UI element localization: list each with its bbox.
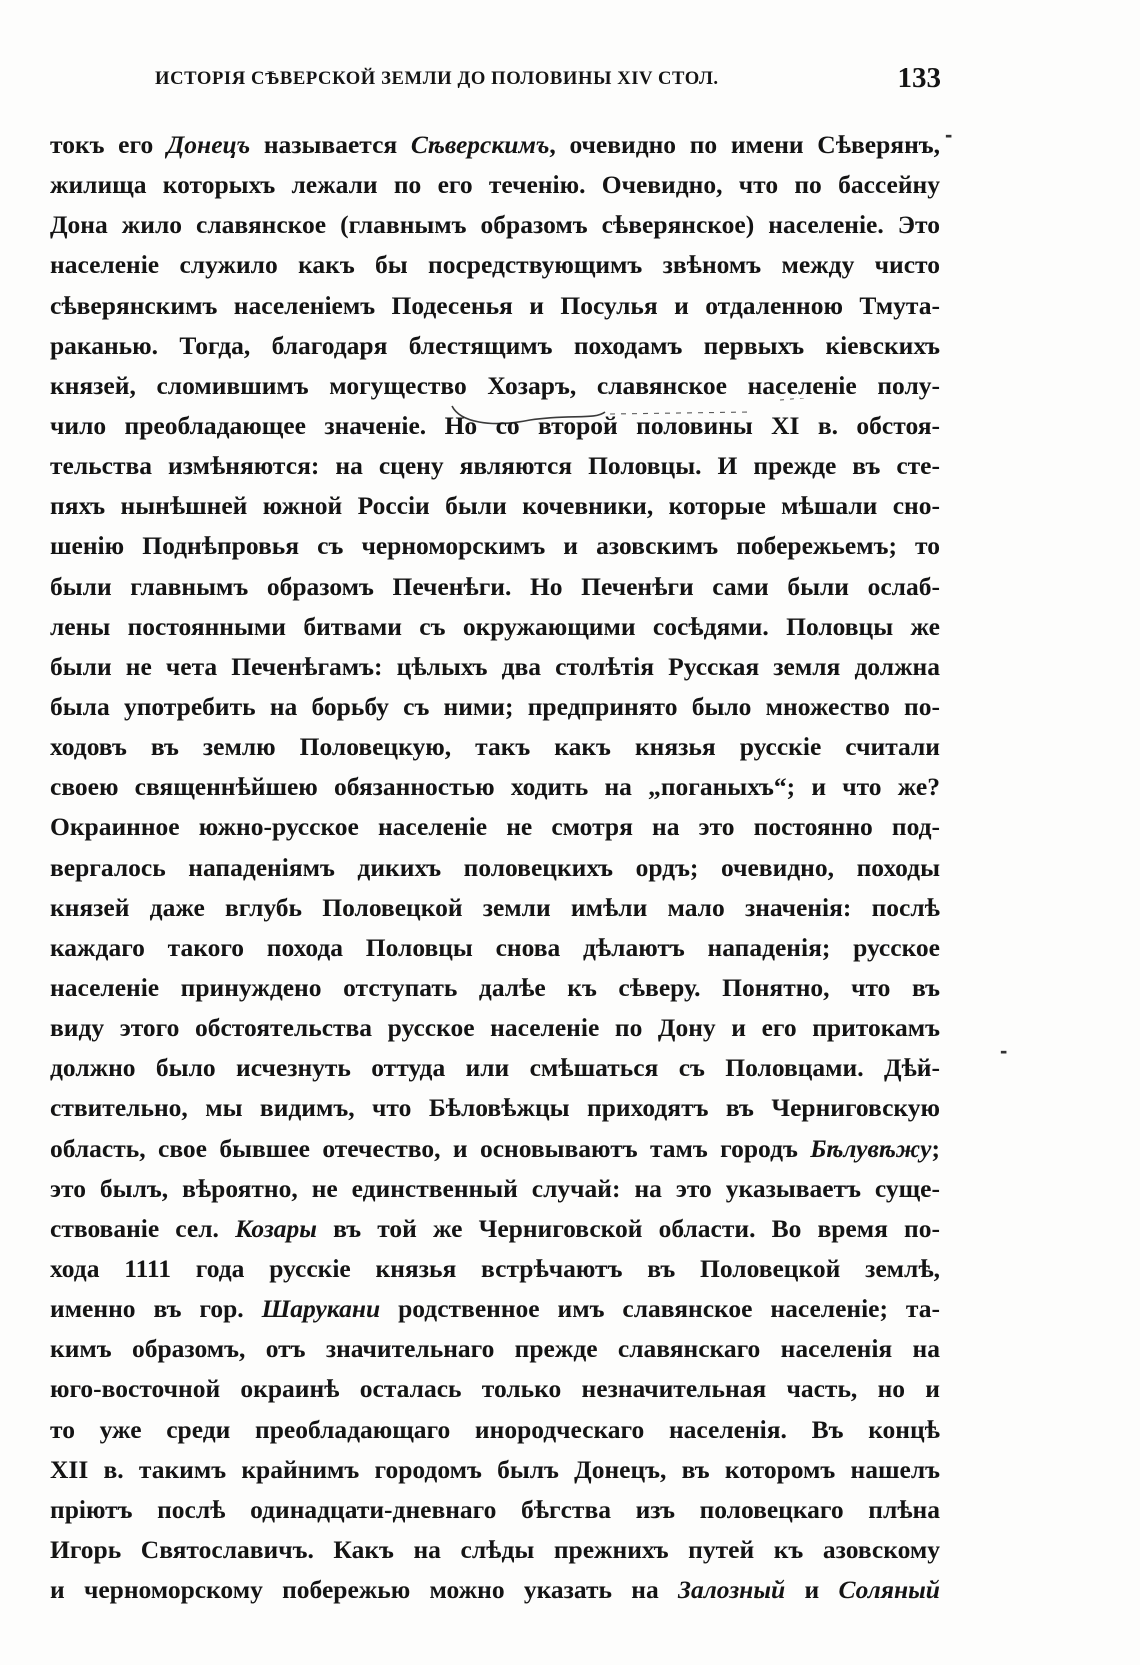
text-run: токъ его [50,130,167,159]
text-line [50,1369,940,1409]
text-run: была употребить на борьбу съ ними; предпринято было множество по- [50,691,940,721]
text-line [50,165,940,205]
text-line [50,687,940,727]
text-run: ствованіе сел. [50,1213,236,1243]
page-number: 133 [897,62,941,94]
text-line [50,767,940,807]
text-line [50,1329,940,1369]
text-run: именно въ гор. [50,1294,262,1324]
text-line [50,526,940,566]
text-run: вергалось нападеніямъ дикихъ половецкихъ ордъ; очевидно, походы [50,852,940,882]
text-line [50,1209,940,1249]
text-line [50,1289,940,1329]
text-line [50,888,940,928]
text-line [50,647,940,687]
body-text [50,125,940,1610]
text-run: называется [250,130,411,159]
margin-mark: - [945,122,953,147]
text-run: должно было исчезнуть оттуда или смѣшаться съ Половцами. Дѣй- [50,1053,940,1083]
italic-term: Сѣверскимъ [410,130,550,159]
text-line [50,727,940,767]
italic-term: Залозный [677,1575,786,1605]
text-line [50,486,940,526]
text-run: область, свое бывшее отечество, и основываютъ тамъ городъ [50,1133,811,1163]
text-line [50,1129,940,1169]
text-run: кимъ образомъ, отъ значительнаго прежде славянскаго населенія на [50,1334,940,1364]
text-line [50,366,940,406]
text-line [50,1008,940,1048]
text-run: ходовъ въ землю Половецкую, такъ какъ князья русскіе считали [50,732,940,762]
text-line [50,446,940,486]
text-run: , очевидно по имени Сѣверянъ, [549,130,940,159]
text-line [50,968,940,1008]
text-line [50,567,940,607]
text-line [50,1570,940,1610]
text-line [50,406,940,446]
text-line [50,205,940,245]
text-run: тельства измѣняются: на сцену являются Половцы. И прежде въ сте- [50,451,940,481]
text-line [50,245,940,285]
text-run: ; [931,1133,940,1163]
running-title: ИСТОРІЯ СѢВЕРСКОЙ ЗЕМЛИ ДО ПОЛОВИНЫ XIV СТОЛ. [155,68,719,89]
text-run: пріютъ послѣ одинадцати-дневнаго бѣгства изъ половецкаго плѣна [50,1494,940,1524]
text-line [50,928,940,968]
text-run: шенію Поднѣпровья съ черноморскимъ и азовскимъ побережьемъ; то [50,531,940,561]
text-run: въ той же Черниговской области. Во время по- [316,1213,940,1243]
text-run: князей даже вглубь Половецкой земли имѣли мало значенія: послѣ [50,892,940,922]
text-run: это былъ, вѣроятно, не единственный случай: на это указываетъ суще- [50,1173,940,1203]
text-run: и [785,1575,839,1605]
text-line [50,1530,940,1570]
text-run: Игорь Святославичъ. Какъ на слѣды прежнихъ путей къ азовскому [50,1534,940,1564]
text-run: юго-восточной окраинѣ осталась только незначительная часть, но и [50,1374,940,1404]
running-head [155,62,941,98]
italic-term: Бѣлувѣжу [810,1133,932,1163]
text-run: были главнымъ образомъ Печенѣги. Но Печенѣги сами были ослаб- [50,571,940,601]
text-line [50,1490,940,1530]
text-run: XII в. такимъ крайнимъ городомъ былъ Донецъ, въ которомъ нашелъ [50,1454,940,1484]
text-line [50,1450,940,1490]
text-run: чило преобладающее значеніе. Но со второй половины XI в. обстоя- [50,410,940,440]
text-run: Окраинное южно-русское населеніе не смотря на это постоянно под- [50,812,940,842]
text-line [50,1088,940,1128]
italic-term: Шарукани [261,1294,381,1324]
text-line [50,1410,940,1450]
text-line [50,807,940,847]
text-run: хода 1111 года русскіе князья встрѣчаютъ въ Половецкой землѣ, [50,1253,940,1283]
text-line [50,1048,940,1088]
text-run: сѣверянскимъ населеніемъ Подесенья и Посулья и отдаленною Тмута- [50,290,940,320]
text-run: Дона жило славянское (главнымъ образомъ сѣверянское) населеніе. Это [50,210,940,240]
text-run: князей, сломившимъ могущество Хозаръ, славянское населеніе полу- [50,370,940,400]
text-run: жилища которыхъ лежали по его теченію. Очевидно, что по бассейну [50,170,940,200]
text-line [50,848,940,888]
text-run: виду этого обстоятельства русское населеніе по Дону и его притокамъ [50,1013,940,1043]
text-run: населеніе принуждено отступать далѣе къ сѣверу. Понятно, что въ [50,972,940,1002]
text-run: и черноморскому побережью можно указать на [50,1575,678,1605]
text-run: лены постоянными битвами съ окружающими сосѣдями. Половцы же [50,611,940,641]
margin-mark: - [1000,1038,1008,1063]
text-line [50,1169,940,1209]
text-run: ствительно, мы видимъ, что Бѣловѣжцы приходятъ въ Черниговскую [50,1093,940,1123]
text-run: то уже среди преобладающаго инородческаго населенія. Въ концѣ [50,1414,940,1444]
text-run: пяхъ нынѣшней южной Россіи были кочевники, которые мѣшали сно- [50,491,940,521]
text-run: были не чета Печенѣгамъ: цѣлыхъ два столѣтія Русская земля должна [50,651,940,681]
text-run: родственное имъ славянское населеніе; та- [380,1294,940,1324]
text-line [50,1249,940,1289]
text-line [50,286,940,326]
italic-term: Козары [235,1213,317,1243]
text-line [50,607,940,647]
text-line [50,125,940,165]
text-run: своею священнѣйшею обязанностью ходить на „поганыхъ“; и что же? [50,772,940,802]
text-run: населеніе служило какъ бы посредствующимъ звѣномъ между чисто [50,250,940,280]
italic-term: Соляный [838,1575,940,1605]
text-run: каждаго такого похода Половцы снова дѣлаютъ нападенія; русское [50,932,940,962]
text-run: раканью. Тогда, благодаря блестящимъ походамъ первыхъ кіевскихъ [50,330,940,360]
italic-term: Донецъ [166,130,251,159]
text-line [50,326,940,366]
